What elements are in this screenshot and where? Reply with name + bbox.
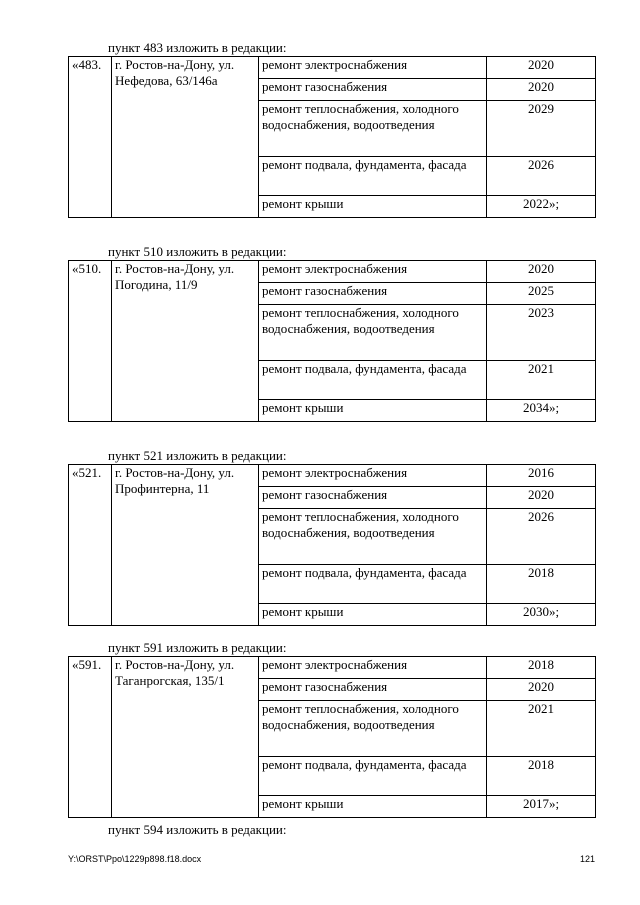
work-type: ремонт подвала, фундамента, фасада (259, 361, 487, 400)
work-type: ремонт крыши (259, 400, 487, 422)
work-year: 2020 (487, 79, 596, 101)
work-year: 2020 (487, 261, 596, 283)
work-year: 2016 (487, 465, 596, 487)
work-type: ремонт крыши (259, 796, 487, 818)
work-type: ремонт теплоснабжения, холодного водоснабжения, водоотведения (259, 509, 487, 565)
work-type: ремонт электроснабжения (259, 657, 487, 679)
work-type: ремонт газоснабжения (259, 79, 487, 101)
work-year: 2020 (487, 679, 596, 701)
work-year: 2023 (487, 305, 596, 361)
work-type: ремонт крыши (259, 604, 487, 626)
work-year: 2020 (487, 487, 596, 509)
footer-file-path: Y:\ORST\Ppo\1229p898.f18.docx (68, 854, 202, 864)
work-type: ремонт теплоснабжения, холодного водоснабжения, водоотведения (259, 305, 487, 361)
work-type: ремонт подвала, фундамента, фасада (259, 565, 487, 604)
entry-number: «521. (69, 465, 112, 626)
work-year: 2018 (487, 657, 596, 679)
entry-address: г. Ростов-на-Дону, ул. Профинтерна, 11 (112, 465, 259, 626)
entry-table (68, 656, 596, 818)
work-year: 2020 (487, 57, 596, 79)
work-year: 2025 (487, 283, 596, 305)
work-year: 2034»; (487, 400, 596, 422)
entry-number: «483. (69, 57, 112, 218)
page-number: 121 (580, 854, 596, 864)
work-type: ремонт электроснабжения (259, 57, 487, 79)
work-year: 2030»; (487, 604, 596, 626)
work-year: 2018 (487, 565, 596, 604)
section-intro: пункт 521 изложить в редакции: (108, 448, 287, 463)
work-type: ремонт газоснабжения (259, 487, 487, 509)
entry-address: г. Ростов-на-Дону, ул. Погодина, 11/9 (112, 261, 259, 422)
entry-number: «510. (69, 261, 112, 422)
work-type: ремонт подвала, фундамента, фасада (259, 757, 487, 796)
entry-table (68, 260, 596, 422)
section-intro: пункт 591 изложить в редакции: (108, 640, 287, 655)
work-type: ремонт теплоснабжения, холодного водоснабжения, водоотведения (259, 101, 487, 157)
work-year: 2029 (487, 101, 596, 157)
entry-table (68, 464, 596, 626)
work-year: 2021 (487, 701, 596, 757)
work-type: ремонт электроснабжения (259, 261, 487, 283)
work-year: 2017»; (487, 796, 596, 818)
closing-intro: пункт 594 изложить в редакции: (108, 822, 287, 837)
entry-table (68, 56, 596, 218)
entry-address: г. Ростов-на-Дону, ул. Нефедова, 63/146а (112, 57, 259, 218)
work-type: ремонт подвала, фундамента, фасада (259, 157, 487, 196)
work-year: 2018 (487, 757, 596, 796)
work-type: ремонт газоснабжения (259, 283, 487, 305)
section-intro: пункт 510 изложить в редакции: (108, 244, 287, 259)
work-year: 2021 (487, 361, 596, 400)
work-type: ремонт крыши (259, 196, 487, 218)
work-type: ремонт теплоснабжения, холодного водоснабжения, водоотведения (259, 701, 487, 757)
entry-address: г. Ростов-на-Дону, ул. Таганрогская, 135/1 (112, 657, 259, 818)
work-year: 2026 (487, 509, 596, 565)
work-type: ремонт газоснабжения (259, 679, 487, 701)
entry-number: «591. (69, 657, 112, 818)
work-year: 2022»; (487, 196, 596, 218)
work-type: ремонт электроснабжения (259, 465, 487, 487)
section-intro: пункт 483 изложить в редакции: (108, 40, 287, 55)
work-year: 2026 (487, 157, 596, 196)
